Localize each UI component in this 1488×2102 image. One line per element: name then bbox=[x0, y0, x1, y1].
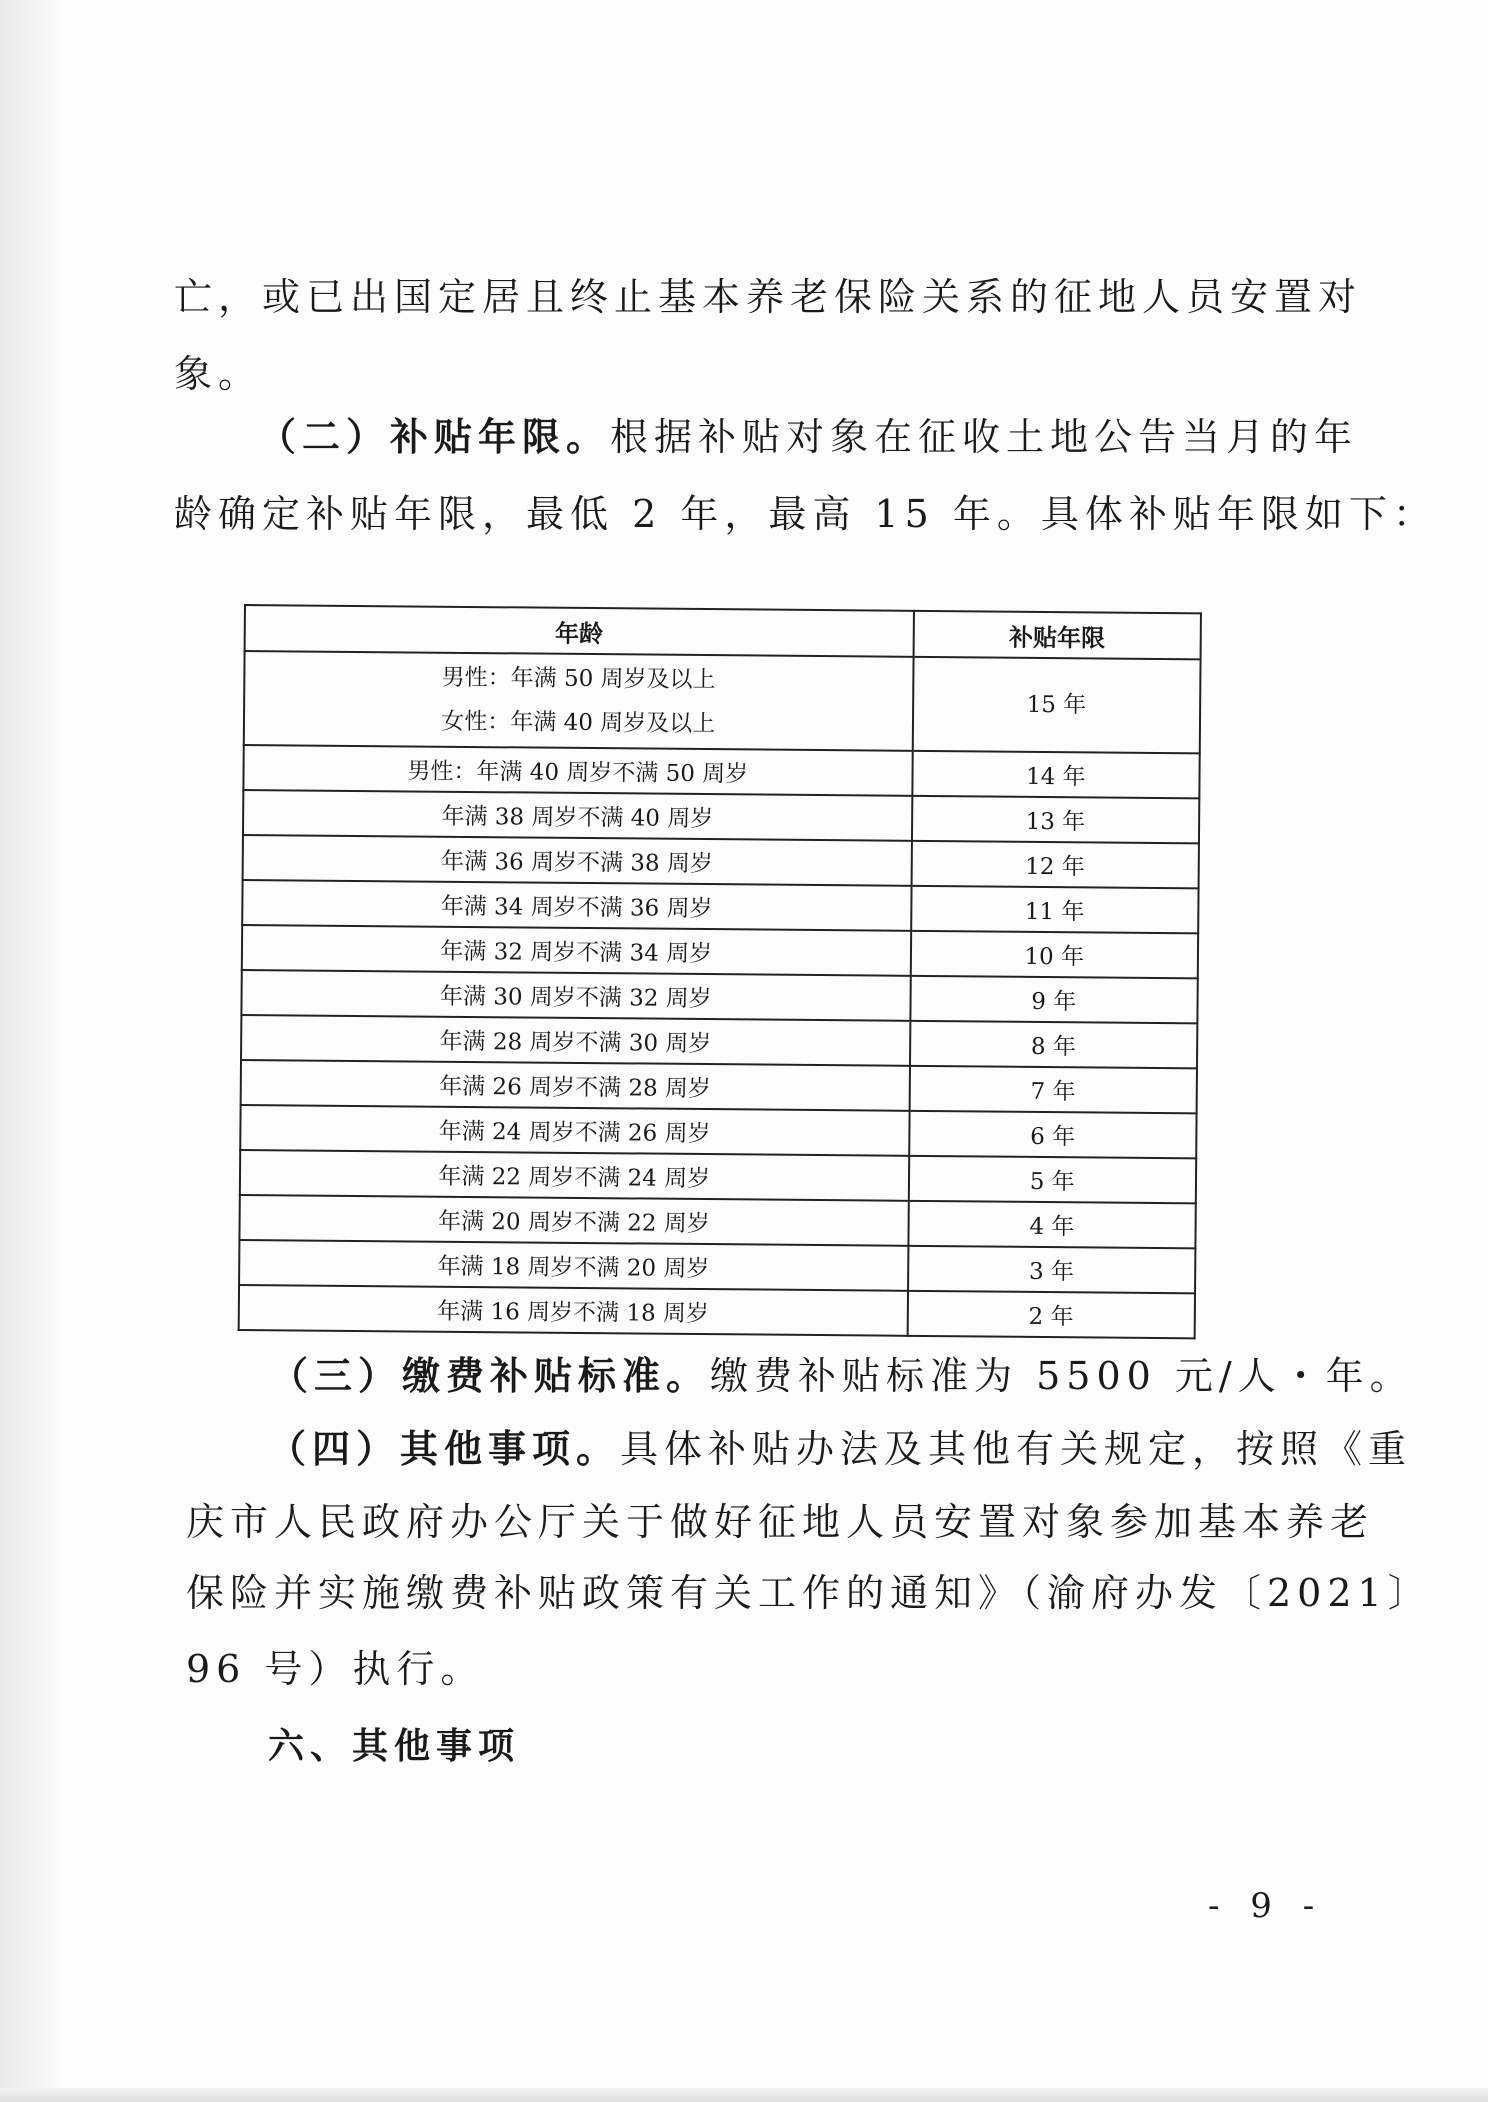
subsection-three-heading: （三）缴费补贴标准。 bbox=[270, 1353, 711, 1398]
years-cell: 10 年 bbox=[910, 931, 1198, 979]
age-cell: 年满 38 周岁不满 40 周岁 bbox=[243, 790, 912, 841]
page-number: - 9 - bbox=[1208, 1886, 1325, 1926]
table-row bbox=[244, 651, 1201, 753]
years-cell: 9 年 bbox=[910, 976, 1198, 1024]
years-cell: 3 年 bbox=[908, 1246, 1196, 1294]
table-row bbox=[239, 1285, 1195, 1338]
age-cell: 年满 18 周岁不满 20 周岁 bbox=[239, 1240, 908, 1291]
paragraph-line: 龄确定补贴年限，最低 2 年，最高 15 年。具体补贴年限如下： bbox=[174, 492, 1437, 536]
subsection-three-line bbox=[270, 1352, 1414, 1400]
paragraph-line: 96 号）执行。 bbox=[186, 1647, 485, 1691]
scan-bottom-edge bbox=[0, 2088, 1488, 2102]
years-cell: 4 年 bbox=[908, 1201, 1196, 1249]
subsection-two-heading: （二）补贴年限。 bbox=[258, 414, 611, 459]
years-cell: 11 年 bbox=[911, 886, 1199, 934]
age-cell: 年满 36 周岁不满 38 周岁 bbox=[243, 835, 912, 886]
age-cell-line: 男性：年满 50 周岁及以上 bbox=[441, 664, 716, 694]
years-cell: 14 年 bbox=[912, 751, 1200, 799]
age-cell bbox=[244, 651, 913, 751]
subsection-four-line bbox=[268, 1425, 1412, 1473]
subsection-three-text: 缴费补贴标准为 5500 元/人・年。 bbox=[710, 1354, 1414, 1398]
subsection-four-heading: （四）其他事项。 bbox=[268, 1426, 621, 1471]
age-cell: 年满 16 周岁不满 18 周岁 bbox=[239, 1285, 908, 1336]
age-cell: 男性：年满 40 周岁不满 50 周岁 bbox=[243, 745, 912, 796]
age-cell: 年满 32 周岁不满 34 周岁 bbox=[242, 925, 911, 976]
age-cell: 年满 28 周岁不满 30 周岁 bbox=[241, 1015, 910, 1066]
subsection-four-text: 具体补贴办法及其他有关规定，按照《重 bbox=[620, 1427, 1413, 1471]
paragraph-line: 保险并实施缴费补贴政策有关工作的通知》（渝府办发〔2021〕 bbox=[186, 1571, 1432, 1615]
header-subsidy-years: 补贴年限 bbox=[913, 611, 1201, 660]
paragraph-line: 象。 bbox=[174, 352, 263, 396]
scan-shadow-edge bbox=[0, 0, 60, 2102]
age-cell: 年满 30 周岁不满 32 周岁 bbox=[241, 970, 910, 1021]
years-cell: 12 年 bbox=[911, 841, 1199, 889]
age-cell: 年满 26 周岁不满 28 周岁 bbox=[241, 1060, 910, 1111]
table-header-row bbox=[245, 605, 1201, 659]
header-age: 年龄 bbox=[245, 605, 914, 657]
section-six-heading: 六、其他事项 bbox=[268, 1725, 521, 1767]
paragraph-line: 亡，或已出国定居且终止基本养老保险关系的征地人员安置对 bbox=[174, 275, 1363, 319]
subsidy-years-table bbox=[238, 604, 1202, 1339]
paragraph-line: 庆市人民政府办公厅关于做好征地人员安置对象参加基本养老 bbox=[186, 1500, 1375, 1544]
age-cell: 年满 20 周岁不满 22 周岁 bbox=[239, 1195, 908, 1246]
years-cell: 2 年 bbox=[907, 1291, 1195, 1339]
subsection-two-line bbox=[258, 413, 1358, 461]
years-cell: 6 年 bbox=[909, 1111, 1197, 1159]
age-cell: 年满 24 周岁不满 26 周岁 bbox=[240, 1105, 909, 1156]
age-cell: 年满 22 周岁不满 24 周岁 bbox=[240, 1150, 909, 1201]
years-cell: 7 年 bbox=[909, 1066, 1197, 1114]
years-cell: 5 年 bbox=[908, 1156, 1196, 1204]
years-cell: 13 年 bbox=[912, 796, 1200, 844]
subsection-two-text: 根据补贴对象在征收土地公告当月的年 bbox=[610, 415, 1359, 459]
years-cell: 8 年 bbox=[910, 1021, 1198, 1069]
age-cell-line: 女性：年满 40 周岁及以上 bbox=[441, 708, 716, 738]
age-cell: 年满 34 周岁不满 36 周岁 bbox=[242, 880, 911, 931]
years-cell: 15 年 bbox=[912, 657, 1200, 754]
